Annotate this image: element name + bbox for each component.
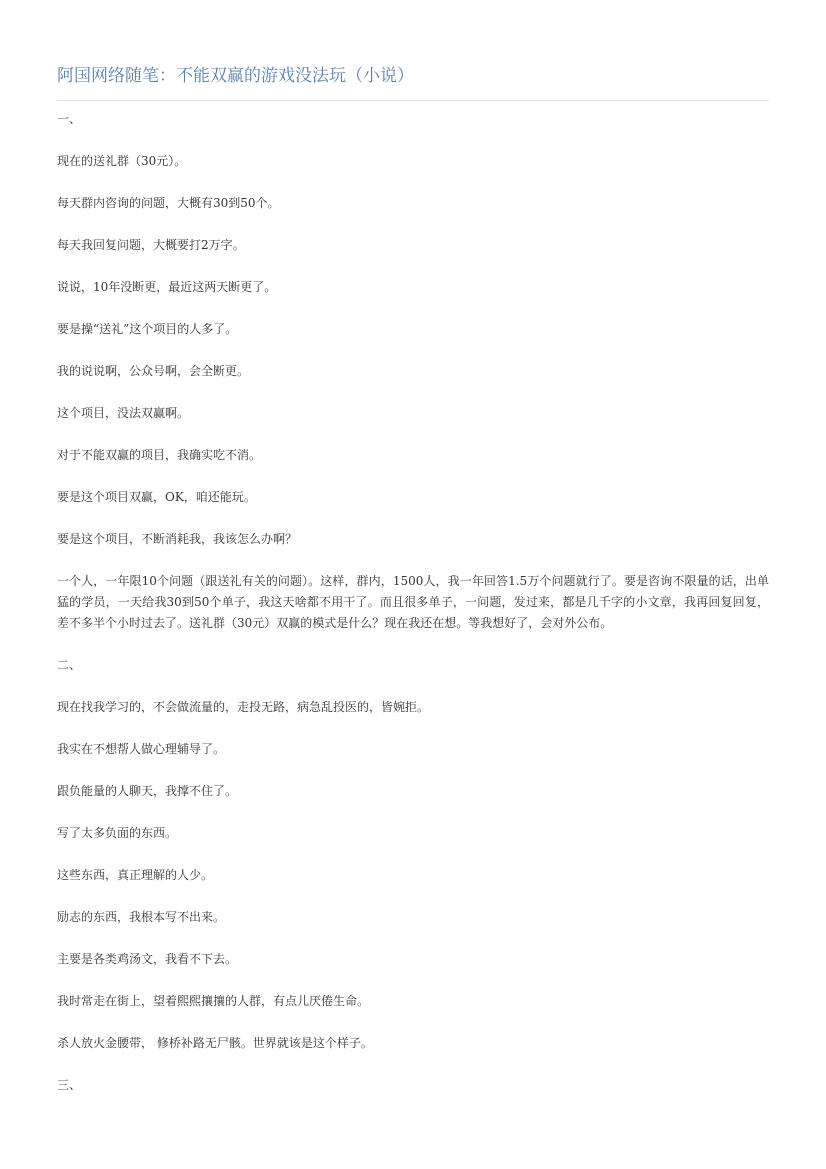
paragraph: 这些东西，真正理解的人少。 bbox=[57, 868, 214, 882]
section-heading: 一、 bbox=[57, 112, 82, 126]
paragraph: 要是这个项目双赢，OK，咱还能玩。 bbox=[57, 490, 256, 504]
paragraph: 我时常走在街上，望着熙熙攘攘的人群，有点儿厌倦生命。 bbox=[57, 994, 370, 1008]
paragraph: 主要是各类鸡汤文，我看不下去。 bbox=[57, 952, 238, 966]
section-heading: 三、 bbox=[57, 1078, 82, 1092]
paragraph: 要是操“送礼”这个项目的人多了。 bbox=[57, 322, 238, 336]
paragraph: 对于不能双赢的项目，我确实吃不消。 bbox=[57, 448, 262, 462]
section-1 bbox=[57, 109, 769, 634]
paragraph: 我的说说啊，公众号啊，会全断更。 bbox=[57, 364, 250, 378]
paragraph: 写了太多负面的东西。 bbox=[57, 826, 178, 840]
article-body bbox=[57, 109, 769, 1096]
paragraph: 一个人，一年限10个问题（跟送礼有关的问题）。这样，群内，1500人，我一年回答1.5万个问题就行了。要是咨询不限量的话，出单猛的学员，一天给我30到50个单子，我这天啥都不用干了。而且很多单子，一问题，发过来，都是几千字的小文章，我再回复回复，差不多半个小时过去了。送礼群（30元）双赢的模式是什么？现在我还在想。等我想好了，会对外公布。 bbox=[57, 574, 769, 630]
paragraph: 现在的送礼群（30元）。 bbox=[57, 154, 187, 168]
paragraph: 说说，10年没断更，最近这两天断更了。 bbox=[57, 280, 277, 294]
paragraph: 每天群内咨询的问题，大概有30到50个。 bbox=[57, 196, 280, 210]
paragraph: 励志的东西，我根本写不出来。 bbox=[57, 910, 226, 924]
paragraph: 跟负能量的人聊天，我撑不住了。 bbox=[57, 784, 238, 798]
paragraph: 现在找我学习的，不会做流量的，走投无路，病急乱投医的，皆婉拒。 bbox=[57, 700, 430, 714]
paragraph: 我实在不想帮人做心理辅导了。 bbox=[57, 742, 226, 756]
section-2 bbox=[57, 655, 769, 1054]
paragraph: 要是这个项目，不断消耗我，我该怎么办啊？ bbox=[57, 532, 298, 546]
section-heading: 二、 bbox=[57, 658, 82, 672]
paragraph: 每天我回复问题，大概要打2万字。 bbox=[57, 238, 245, 252]
paragraph: 杀人放火金腰带， 修桥补路无尸骸。世界就该是这个样子。 bbox=[57, 1036, 373, 1050]
section-3 bbox=[57, 1075, 769, 1096]
page-title: 阿国网络随笔：不能双赢的游戏没法玩（小说） bbox=[57, 64, 769, 101]
paragraph: 这个项目，没法双赢啊。 bbox=[57, 406, 190, 420]
document-page bbox=[57, 64, 769, 1117]
